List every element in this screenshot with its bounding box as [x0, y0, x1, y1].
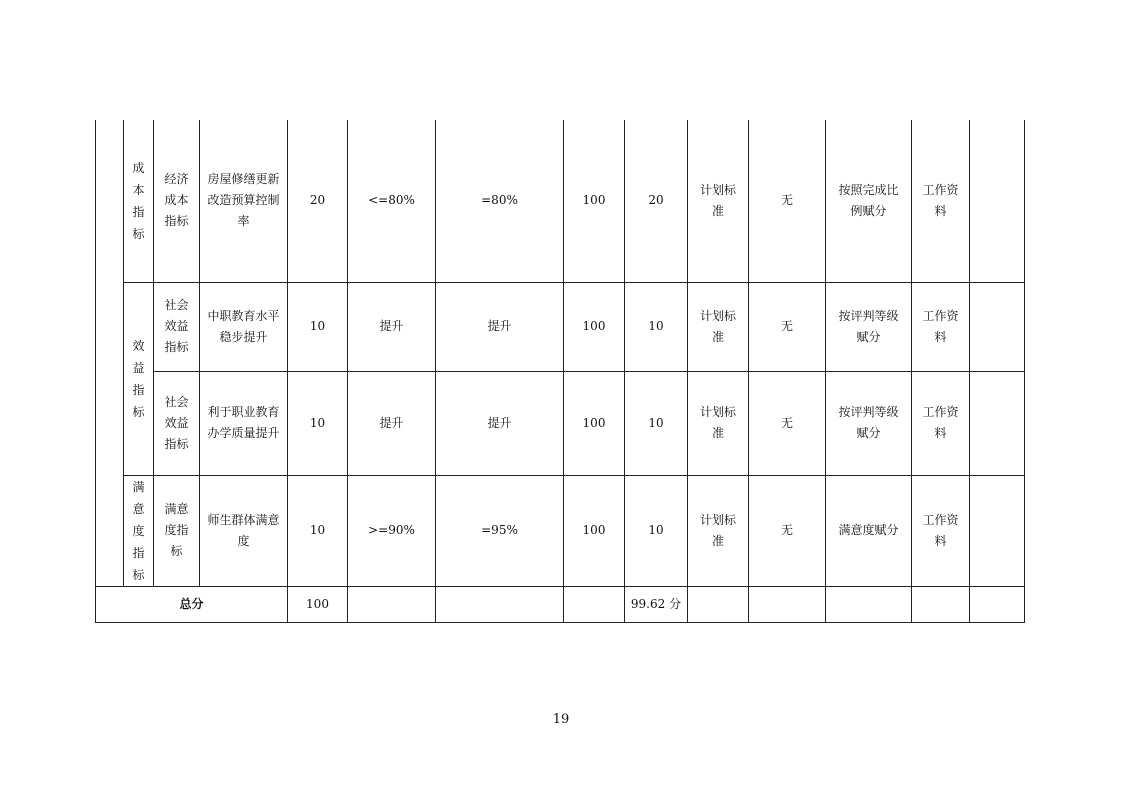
table-row — [96, 120, 1025, 282]
completion-rate-cell: 100 — [564, 120, 625, 282]
total-weight-cell: 100 — [288, 586, 348, 622]
basis-cell: 计划标 准 — [688, 120, 749, 282]
table-row — [96, 282, 1025, 371]
empty-cell — [348, 586, 436, 622]
completion-rate-cell: 100 — [564, 475, 625, 586]
deviation-cell: 无 — [749, 371, 826, 475]
note-cell — [970, 475, 1025, 586]
note-cell — [970, 282, 1025, 371]
scoring-method-cell: 按评判等级 赋分 — [826, 371, 912, 475]
level2-indicator-cell: 成本指标 — [124, 120, 154, 282]
scoring-method-cell: 按评判等级 赋分 — [826, 282, 912, 371]
scoring-method-cell: 按照完成比 例赋分 — [826, 120, 912, 282]
score-cell: 10 — [625, 475, 688, 586]
target-value-cell: <=80% — [348, 120, 436, 282]
score-cell: 10 — [625, 371, 688, 475]
indicator-name-cell: 中职教育水平 稳步提升 — [200, 282, 288, 371]
level2-indicator-cell: 满意度指标 — [124, 475, 154, 586]
actual-value-cell: 提升 — [436, 371, 564, 475]
basis-cell: 计划标 准 — [688, 371, 749, 475]
deviation-cell: 无 — [749, 475, 826, 586]
actual-value-cell: 提升 — [436, 282, 564, 371]
deviation-cell: 无 — [749, 282, 826, 371]
indicator-name-cell: 房屋修缮更新 改造预算控制 率 — [200, 120, 288, 282]
target-value-cell: 提升 — [348, 371, 436, 475]
empty-cell — [564, 586, 625, 622]
level2-indicator-cell: 效益指标 — [124, 282, 154, 475]
total-score-cell: 99.62 分 — [625, 586, 688, 622]
total-label: 总分 — [96, 586, 288, 622]
data-source-cell: 工作资 料 — [912, 371, 970, 475]
data-source-cell: 工作资 料 — [912, 120, 970, 282]
level3-indicator-cell: 满意 度指 标 — [154, 475, 200, 586]
weight-cell: 10 — [288, 371, 348, 475]
note-cell — [970, 371, 1025, 475]
indicator-name-cell: 利于职业教育 办学质量提升 — [200, 371, 288, 475]
completion-rate-cell: 100 — [564, 282, 625, 371]
weight-cell: 10 — [288, 475, 348, 586]
table-row — [96, 475, 1025, 586]
empty-cell — [436, 586, 564, 622]
basis-cell: 计划标 准 — [688, 475, 749, 586]
score-cell: 10 — [625, 282, 688, 371]
level3-indicator-cell: 社会 效益 指标 — [154, 371, 200, 475]
basis-cell: 计划标 准 — [688, 282, 749, 371]
actual-value-cell: =80% — [436, 120, 564, 282]
empty-cell — [826, 586, 912, 622]
target-value-cell: >=90% — [348, 475, 436, 586]
data-source-cell: 工作资 料 — [912, 282, 970, 371]
empty-cell — [912, 586, 970, 622]
table-row — [96, 371, 1025, 475]
empty-cell — [688, 586, 749, 622]
score-cell: 20 — [625, 120, 688, 282]
deviation-cell: 无 — [749, 120, 826, 282]
weight-cell: 20 — [288, 120, 348, 282]
empty-cell — [749, 586, 826, 622]
weight-cell: 10 — [288, 282, 348, 371]
level3-indicator-cell: 经济 成本 指标 — [154, 120, 200, 282]
level3-indicator-cell: 社会 效益 指标 — [154, 282, 200, 371]
indicator-name-cell: 师生群体满意 度 — [200, 475, 288, 586]
performance-indicator-table — [95, 120, 1025, 623]
empty-cell — [970, 586, 1025, 622]
note-cell — [970, 120, 1025, 282]
data-source-cell: 工作资 料 — [912, 475, 970, 586]
completion-rate-cell: 100 — [564, 371, 625, 475]
actual-value-cell: =95% — [436, 475, 564, 586]
page-number: 19 — [552, 712, 570, 727]
level1-indicator-cell — [96, 120, 124, 586]
scoring-method-cell: 满意度赋分 — [826, 475, 912, 586]
target-value-cell: 提升 — [348, 282, 436, 371]
total-row — [96, 586, 1025, 622]
